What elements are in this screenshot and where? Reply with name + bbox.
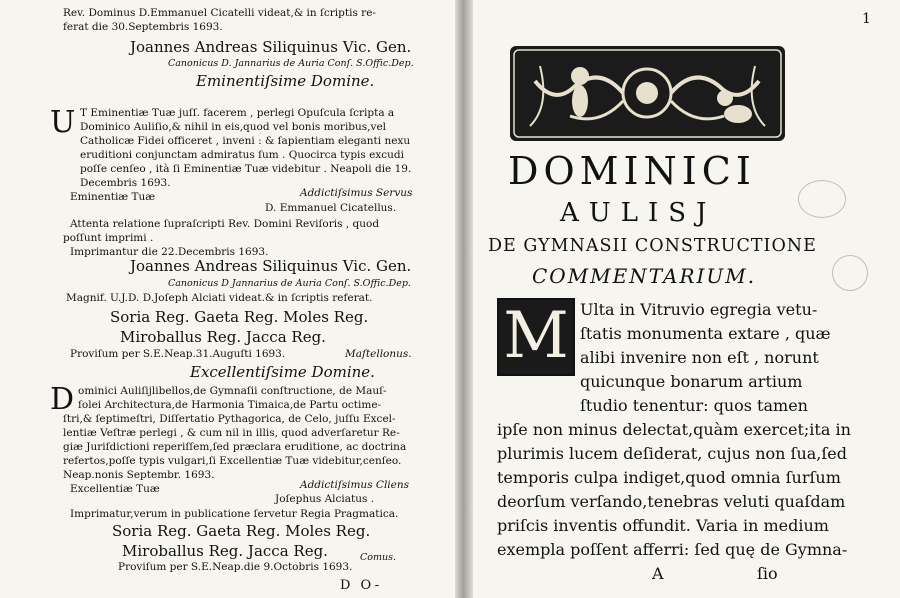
text-line: Imprimantur die 22.Decembris 1693. bbox=[70, 246, 269, 258]
body-line: ipſe non minus delectat,quàm exercet;ita in bbox=[497, 420, 851, 439]
body-line: alibi invenire non eſt , norunt bbox=[580, 348, 819, 367]
text-line: poſſe cenſeo , ità ſi Eminentiæ Tuæ videbitur . Neapoli die 19. bbox=[80, 163, 412, 175]
text-line: Joſephus Alciatus . bbox=[275, 493, 375, 505]
text-line: eruditioni conjunctam admiratus ſum . Quocirca typis excudi bbox=[80, 149, 404, 161]
text-line: Maſtellonus. bbox=[345, 348, 412, 360]
body-line: priſcis inventis offundit. Varia in medium bbox=[497, 516, 829, 535]
text-line: Catholicæ Fidei officeret , inveni : & ſapientiam eleganti nexu bbox=[80, 135, 411, 147]
text-line: Decembris 1693. bbox=[80, 177, 171, 189]
registrars-line: Soria Reg. Gaeta Reg. Moles Reg. bbox=[112, 522, 371, 540]
title-author: DOMINICI bbox=[508, 149, 756, 193]
section-heading: Excellentiſsime Domine. bbox=[190, 363, 375, 381]
text-line: Addictiſsimus Servus bbox=[300, 187, 413, 199]
text-line: D. Emmanuel Cicatellus. bbox=[265, 202, 397, 214]
signature-title: Canonicus D Jannarius de Auria Conſ. S.Offic.Dep. bbox=[168, 278, 411, 289]
signature-title: Canonicus D. Jannarius de Auria Conſ. S.Offic.Dep. bbox=[168, 58, 414, 69]
text-line: ſtri,& ſeptimeſtri, Diſſertatio Pythagorica, de Celo, juſſu Excel- bbox=[63, 413, 396, 425]
registrars-line: Miroballus Reg. Jacca Reg. bbox=[120, 328, 326, 346]
text-line: refertos,poſſe typis vulgari,ſi Excellentiæ Tuæ videbitur,cenſeo. bbox=[63, 455, 402, 467]
text-line: Comus. bbox=[360, 552, 397, 563]
signature-name: Joannes Andreas Siliquinus Vic. Gen. bbox=[130, 38, 412, 56]
ornamental-headpiece bbox=[510, 46, 785, 141]
text-line: Eminentiæ Tuæ bbox=[70, 191, 156, 203]
body-line: plurimis lucem deſiderat, cujus non ſua,ſed bbox=[497, 444, 848, 463]
text-line: Neap.nonis Septembr. 1693. bbox=[63, 469, 215, 481]
text-line: giæ Juriſdictioni reperiſſem,ſed præclara eruditione, ac doctrina bbox=[63, 441, 407, 453]
catchword: D O- bbox=[340, 578, 383, 593]
body-line: temporis culpa indiget,quod omnia ſurſum bbox=[497, 468, 841, 487]
body-line: deorſum verſando,tenebras veluti quaſdam bbox=[497, 492, 846, 511]
body-line: exempla poſſent afferri: ſed quę de Gymna- bbox=[497, 540, 848, 559]
text-line: Addictiſsimus Cliens bbox=[300, 479, 410, 491]
text-line: poſſunt imprimi . bbox=[63, 232, 154, 244]
signature-mark: A bbox=[652, 564, 664, 583]
body-line: ſtudio tenentur: quos tamen bbox=[580, 396, 808, 415]
text-line: Excellentiæ Tuæ bbox=[70, 483, 160, 495]
title-author-surname: AULISJ bbox=[560, 198, 717, 228]
text-line: Magnif. U.J.D. D.Joſeph Alciati videat.& in ſcriptis referat. bbox=[66, 292, 373, 304]
library-stamp-icon bbox=[832, 255, 868, 291]
section-heading: Eminentiſsime Domine. bbox=[196, 72, 375, 90]
text-line: Attenta relatione ſupraſcripti Rev. Domini Reviſoris , quod bbox=[70, 218, 380, 230]
text-line: ominici Auliſijlibellos,de Gymnaſii conſtructione, de Mauſ- bbox=[78, 385, 387, 397]
title-subject: DE GYMNASII CONSTRUCTIONE bbox=[488, 236, 817, 256]
floral-ornament-icon bbox=[510, 46, 785, 141]
dropcap-letter: M bbox=[503, 299, 569, 373]
text-line: Proviſum per S.E.Neap.die 9.Octobris 1693. bbox=[118, 561, 353, 573]
text-line: Proviſum per S.E.Neap.31.Auguſti 1693. bbox=[70, 348, 286, 360]
decorated-initial-m bbox=[497, 298, 575, 376]
body-line: ſtatis monumenta extare , quæ bbox=[580, 324, 831, 343]
text-line: lentiæ Veſtræ perlegi , & cum nil in illis, quod adverſaretur Re- bbox=[63, 427, 400, 439]
dropcap-u: U bbox=[50, 105, 76, 140]
page-number: 1 bbox=[862, 11, 871, 27]
body-line: Ulta in Vitruvio egregia vetu- bbox=[580, 300, 818, 319]
dropcap-d: D bbox=[50, 382, 75, 417]
registrars-line: Miroballus Reg. Jacca Reg. bbox=[122, 542, 328, 560]
title-genre: COMMENTARIUM. bbox=[532, 264, 757, 288]
text-line: T Eminentiæ Tuæ juſſ. facerem , perlegi Opuſcula ſcripta a bbox=[80, 107, 395, 119]
text-line: Imprimatur,verum in publicatione ſervetur Regia Pragmatica. bbox=[70, 508, 399, 520]
body-line: quicunque bonarum artium bbox=[580, 372, 803, 391]
text-line: ſolei Architectura,de Harmonia Timaica,de Partu octime- bbox=[78, 399, 382, 411]
text-line: ferat die 30.Septembris 1693. bbox=[63, 21, 223, 33]
text-line: Dominico Auliſio,& nihil in eis,quod vel bonis moribus,vel bbox=[80, 121, 387, 133]
signature-name: Joannes Andreas Siliquinus Vic. Gen. bbox=[130, 257, 412, 275]
catchword: ſio bbox=[757, 564, 778, 583]
registrars-line: Soria Reg. Gaeta Reg. Moles Reg. bbox=[110, 308, 369, 326]
book-gutter bbox=[455, 0, 473, 598]
library-stamp-icon bbox=[798, 180, 846, 218]
text-line: Rev. Dominus D.Emmanuel Cicatelli videat,& in ſcriptis re- bbox=[63, 7, 376, 19]
